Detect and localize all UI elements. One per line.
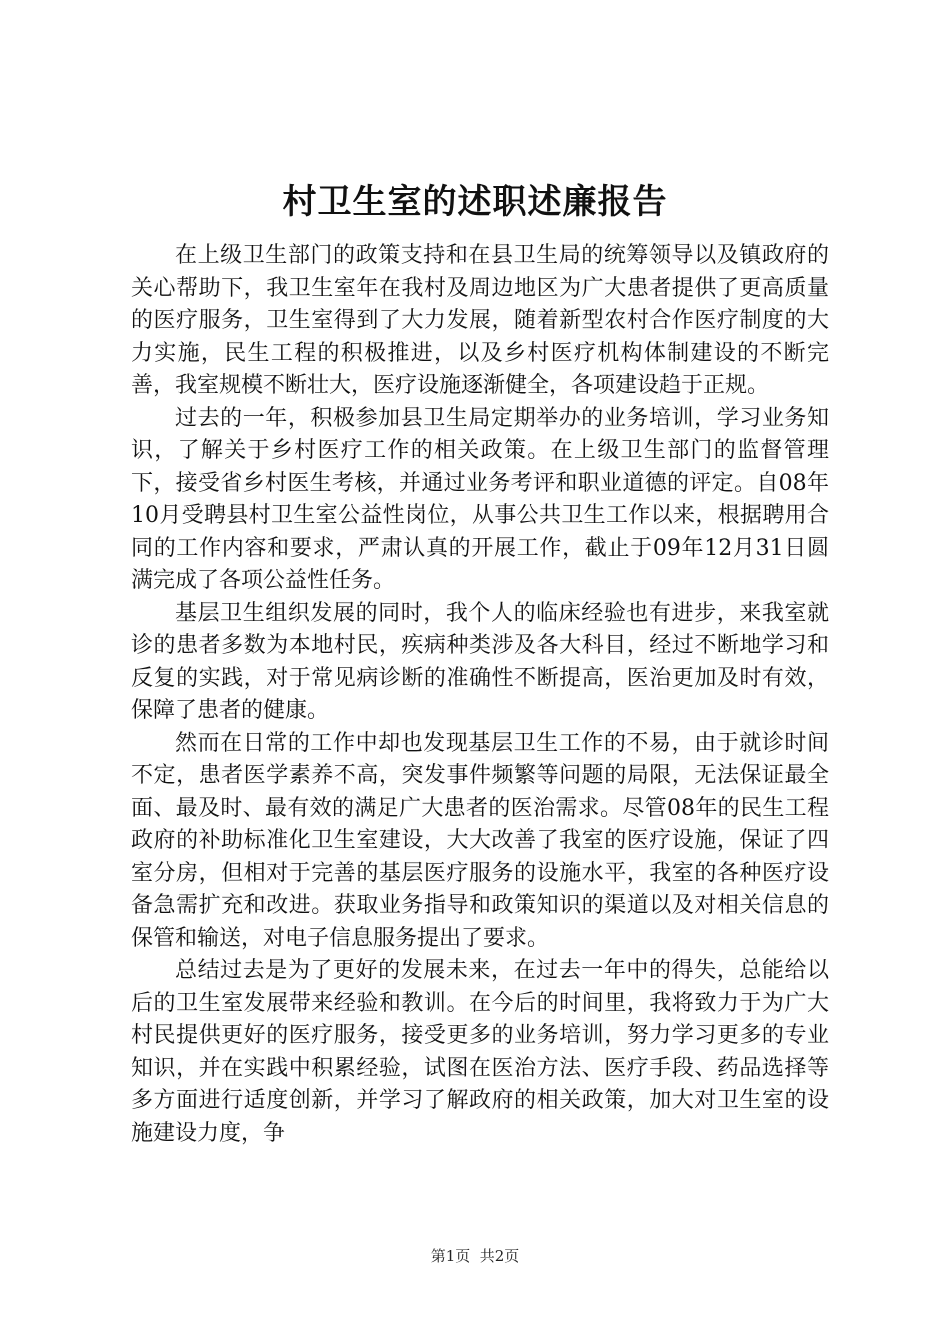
paragraph-3: 基层卫生组织发展的同时，我个人的临床经验也有进步，来我室就诊的患者多数为本地村民，疾病种类涉及各大科目，经过不断地学习和反复的实践，对于常见病诊断的准确性不断提高，医治更加及时有效，保障了患者的健康。 <box>131 600 829 723</box>
document-title: 村卫生室的述职述廉报告 <box>282 182 668 222</box>
paragraph-1: 在上级卫生部门的政策支持和在县卫生局的统筹领导以及镇政府的关心帮助下，我卫生室年在我村及周边地区为广大患者提供了更高质量的医疗服务，卫生室得到了大力发展，随着新型农村合作医疗制度的大力实施，民生工程的积极推进，以及乡村医疗机构体制建设的不断完善，我室规模不断壮大，医疗设施逐渐健全，各项建设趋于正规。 <box>131 243 829 398</box>
page-number: 第1页 共2页 <box>430 1247 520 1265</box>
document-body <box>131 240 829 1150</box>
paragraph-5: 总结过去是为了更好的发展未来，在过去一年中的得失，总能给以后的卫生室发展带来经验和教训。在今后的时间里，我将致力于为广大村民提供更好的医疗服务，接受更多的业务培训，努力学习更多的专业知识，并在实践中积累经验，试图在医治方法、医疗手段、药品选择等多方面进行适度创新，并学习了解政府的相关政策，加大对卫生室的设施建设力度，争 <box>131 958 829 1146</box>
paragraph-4: 然而在日常的工作中却也发现基层卫生工作的不易，由于就诊时间不定，患者医学素养不高，突发事件频繁等问题的局限，无法保证最全面、最及时、最有效的满足广大患者的医治需求。尽管08年的民生工程政府的补助标准化卫生室建设，大大改善了我室的医疗设施，保证了四室分房，但相对于完善的基层医疗服务的设施水平，我室的各种医疗设备急需扩充和改进。获取业务指导和政策知识的渠道以及对相关信息的保管和输送，对电子信息服务提出了要求。 <box>131 730 829 951</box>
paragraph-2: 过去的一年，积极参加县卫生局定期举办的业务培训，学习业务知识，了解关于乡村医疗工作的相关政策。在上级卫生部门的监督管理下，接受省乡村医生考核，并通过业务考评和职业道德的评定。自08年10月受聘县村卫生室公益性岗位，从事公共卫生工作以来，根据聘用合同的工作内容和要求，严肃认真的开展工作，截止于09年12月31日圆满完成了各项公益性任务。 <box>131 405 829 593</box>
page-footer <box>0 1246 950 1266</box>
